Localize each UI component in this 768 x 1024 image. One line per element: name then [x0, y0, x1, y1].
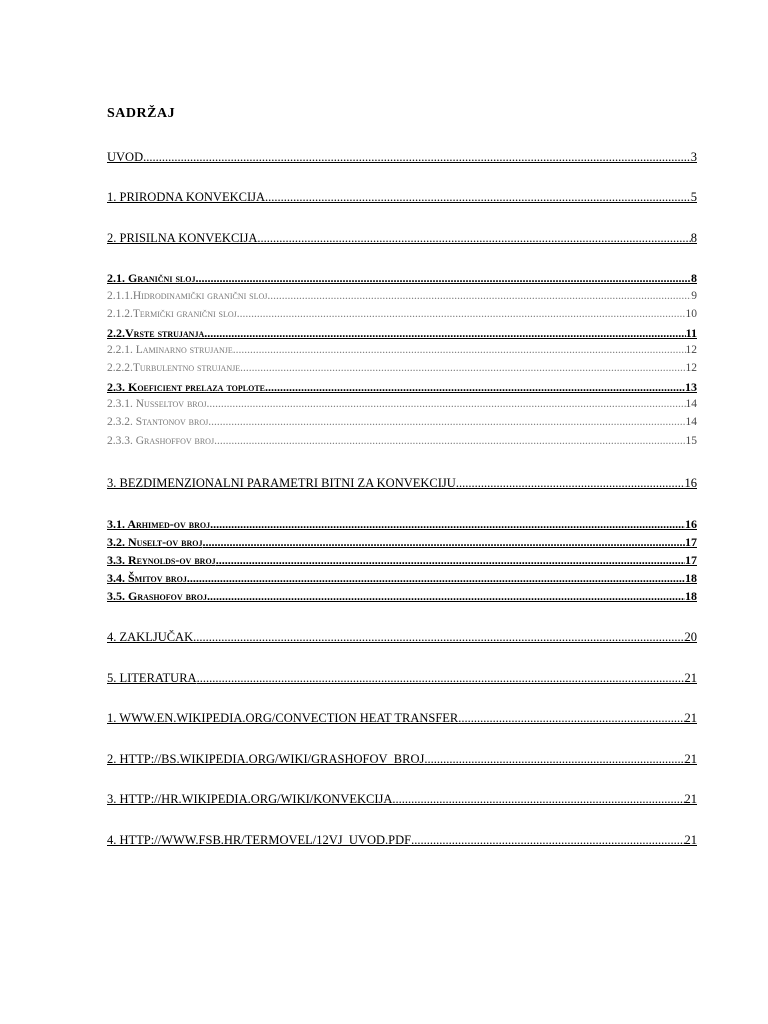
- toc-entry-title: 3.3. Reynolds-ov broj: [107, 553, 216, 567]
- toc-dot-leader: [411, 833, 684, 848]
- toc-dot-leader: [193, 630, 684, 645]
- toc-entry-page: 13: [685, 380, 697, 394]
- toc-entry-title: 2.2.2.Turbulentno strujanje: [107, 362, 241, 374]
- toc-entry-ref-fsb-pdf[interactable]: [107, 833, 697, 848]
- toc-entry-page: 14: [685, 416, 697, 428]
- toc-entry-page: 8: [690, 231, 697, 245]
- toc-entry-smitov-broj[interactable]: [107, 571, 697, 586]
- toc-entry-title: 2.3.2. Stantonov broj: [107, 416, 209, 428]
- toc-entry-uvod[interactable]: [107, 150, 697, 165]
- toc-entry-title: 3. BEZDIMENZIONALNI PARAMETRI BITNI ZA KONVEKCIJU: [107, 476, 456, 490]
- toc-entry-nuseltov-broj[interactable]: [107, 535, 697, 550]
- toc-dot-leader: [195, 271, 691, 286]
- toc-entry-title: 2.3. Koeficient prelaza toplote: [107, 380, 265, 394]
- toc-entry-title: 2. PRISILNA KONVEKCIJA: [107, 231, 258, 245]
- toc-dot-leader: [187, 571, 685, 586]
- toc-entry-title: 2.1. Granični sloj: [107, 271, 196, 285]
- toc-dot-leader: [210, 517, 685, 532]
- toc-entry-arhimedov-broj[interactable]: [107, 517, 697, 532]
- toc-entry-koeficient-prelaza-toplote[interactable]: [107, 380, 697, 395]
- toc-entry-page: 18: [685, 589, 697, 603]
- toc-entry-page: 17: [685, 535, 697, 549]
- toc-dot-leader: [197, 671, 685, 686]
- toc-heading: SADRŽAJ: [107, 106, 176, 121]
- toc-entry-prisilna-konvekcija[interactable]: [107, 231, 697, 246]
- toc-dot-leader: [265, 380, 685, 395]
- toc-dot-leader: [208, 416, 685, 428]
- toc-entry-vrste-strujanja[interactable]: [107, 326, 697, 341]
- toc-entry-turbulentno-strujanje[interactable]: [107, 362, 697, 374]
- toc-entry-page: 21: [684, 752, 697, 766]
- toc-entry-title: 3.2. Nuselt-ov broj: [107, 535, 203, 549]
- toc-entry-grashofov-broj[interactable]: [107, 589, 697, 604]
- toc-entry-nusseltov-broj[interactable]: [107, 398, 697, 410]
- toc-entry-title: 1. WWW.EN.WIKIPEDIA.ORG/CONVECTION HEAT TRANSFER: [107, 711, 459, 725]
- toc-dot-leader: [257, 231, 690, 246]
- toc-dot-leader: [143, 150, 691, 165]
- toc-entry-page: 5: [690, 190, 697, 204]
- toc-entry-title: 2.1.1.Hidrodinamički granični sloj: [107, 290, 268, 302]
- toc-dot-leader: [424, 752, 684, 767]
- toc-entry-page: 10: [685, 308, 697, 320]
- toc-entry-page: 12: [685, 362, 697, 374]
- toc-entry-literatura[interactable]: [107, 671, 697, 686]
- toc-entry-zakljucak[interactable]: [107, 630, 697, 645]
- toc-entry-title: 3.1. Arhimed-ov broj: [107, 517, 211, 531]
- toc-entry-page: 3: [690, 150, 697, 164]
- toc-entry-title: 1. PRIRODNA KONVEKCIJA: [107, 190, 265, 204]
- toc-entry-page: 16: [685, 517, 697, 531]
- toc-entry-page: 21: [684, 833, 697, 847]
- toc-entry-title: 5. LITERATURA: [107, 671, 197, 685]
- toc-entry-ref-wikipedia-bs[interactable]: [107, 752, 697, 767]
- toc-dot-leader: [204, 326, 685, 341]
- toc-entry-page: 11: [685, 326, 697, 340]
- toc-entry-title: 2. HTTP://BS.WIKIPEDIA.ORG/WIKI/GRASHOFOV_BROJ: [107, 752, 425, 766]
- toc-dot-leader: [392, 792, 684, 807]
- toc-dot-leader: [265, 190, 691, 205]
- toc-entry-page: 9: [691, 290, 697, 302]
- toc-dot-leader: [458, 711, 684, 726]
- toc-dot-leader: [207, 398, 686, 410]
- toc-entry-grashoffov-broj[interactable]: [107, 435, 697, 447]
- toc-entry-title: 2.3.1. Nusseltov broj: [107, 398, 207, 410]
- toc-dot-leader: [214, 435, 685, 447]
- toc-entry-laminarno-strujanje[interactable]: [107, 344, 697, 356]
- toc-entry-page: 20: [684, 630, 697, 644]
- toc-entry-page: 12: [685, 344, 697, 356]
- toc-entry-page: 15: [685, 435, 697, 447]
- toc-entry-title: 2.3.3. Grashoffov broj: [107, 435, 215, 447]
- toc-entry-title: 4. HTTP://WWW.FSB.HR/TERMOVEL/12VJ_UVOD.PDF: [107, 833, 412, 847]
- toc-entry-prirodna-konvekcija[interactable]: [107, 190, 697, 205]
- toc-entry-page: 21: [684, 671, 697, 685]
- toc-entry-page: 18: [685, 571, 697, 585]
- toc-entry-hidrodinamicki-granicni-sloj[interactable]: [107, 290, 697, 302]
- toc-entry-title: 4. ZAKLJUČAK: [107, 630, 194, 644]
- toc-entry-granicni-sloj[interactable]: [107, 271, 697, 286]
- toc-entry-title: 3.5. Grashofov broj: [107, 589, 208, 603]
- toc-entry-page: 14: [685, 398, 697, 410]
- toc-dot-leader: [203, 535, 686, 550]
- toc-entry-reynoldsov-broj[interactable]: [107, 553, 697, 568]
- toc-entry-title: 2.1.2.Termički granični sloj: [107, 308, 237, 320]
- toc-dot-leader: [233, 344, 686, 356]
- toc-dot-leader: [207, 589, 685, 604]
- toc-entry-stantonov-broj[interactable]: [107, 416, 697, 428]
- toc-entry-title: 3.4. Šmitov broj: [107, 571, 187, 585]
- toc-dot-leader: [237, 308, 686, 320]
- toc-entry-ref-wikipedia-en[interactable]: [107, 711, 697, 726]
- toc-entry-page: 16: [684, 476, 697, 490]
- toc-entry-title: 3. HTTP://HR.WIKIPEDIA.ORG/WIKI/KONVEKCIJA: [107, 792, 393, 806]
- toc-entry-page: 21: [684, 711, 697, 725]
- toc-dot-leader: [267, 290, 691, 302]
- toc-entry-ref-wikipedia-hr[interactable]: [107, 792, 697, 807]
- toc-dot-leader: [216, 553, 685, 568]
- toc-entry-termicki-granicni-sloj[interactable]: [107, 308, 697, 320]
- toc-entry-title: 2.2.Vrste strujanja: [107, 326, 205, 340]
- toc-entry-page: 17: [685, 553, 697, 567]
- toc-dot-leader: [240, 362, 685, 374]
- toc-entry-title: 2.2.1. Laminarno strujanje: [107, 344, 233, 356]
- toc-entry-page: 8: [691, 271, 697, 285]
- toc-entry-bezdimenzionalni-parametri[interactable]: [107, 476, 697, 491]
- toc-entry-title: UVOD: [107, 150, 144, 164]
- toc-entry-page: 21: [684, 792, 697, 806]
- toc-dot-leader: [456, 476, 685, 491]
